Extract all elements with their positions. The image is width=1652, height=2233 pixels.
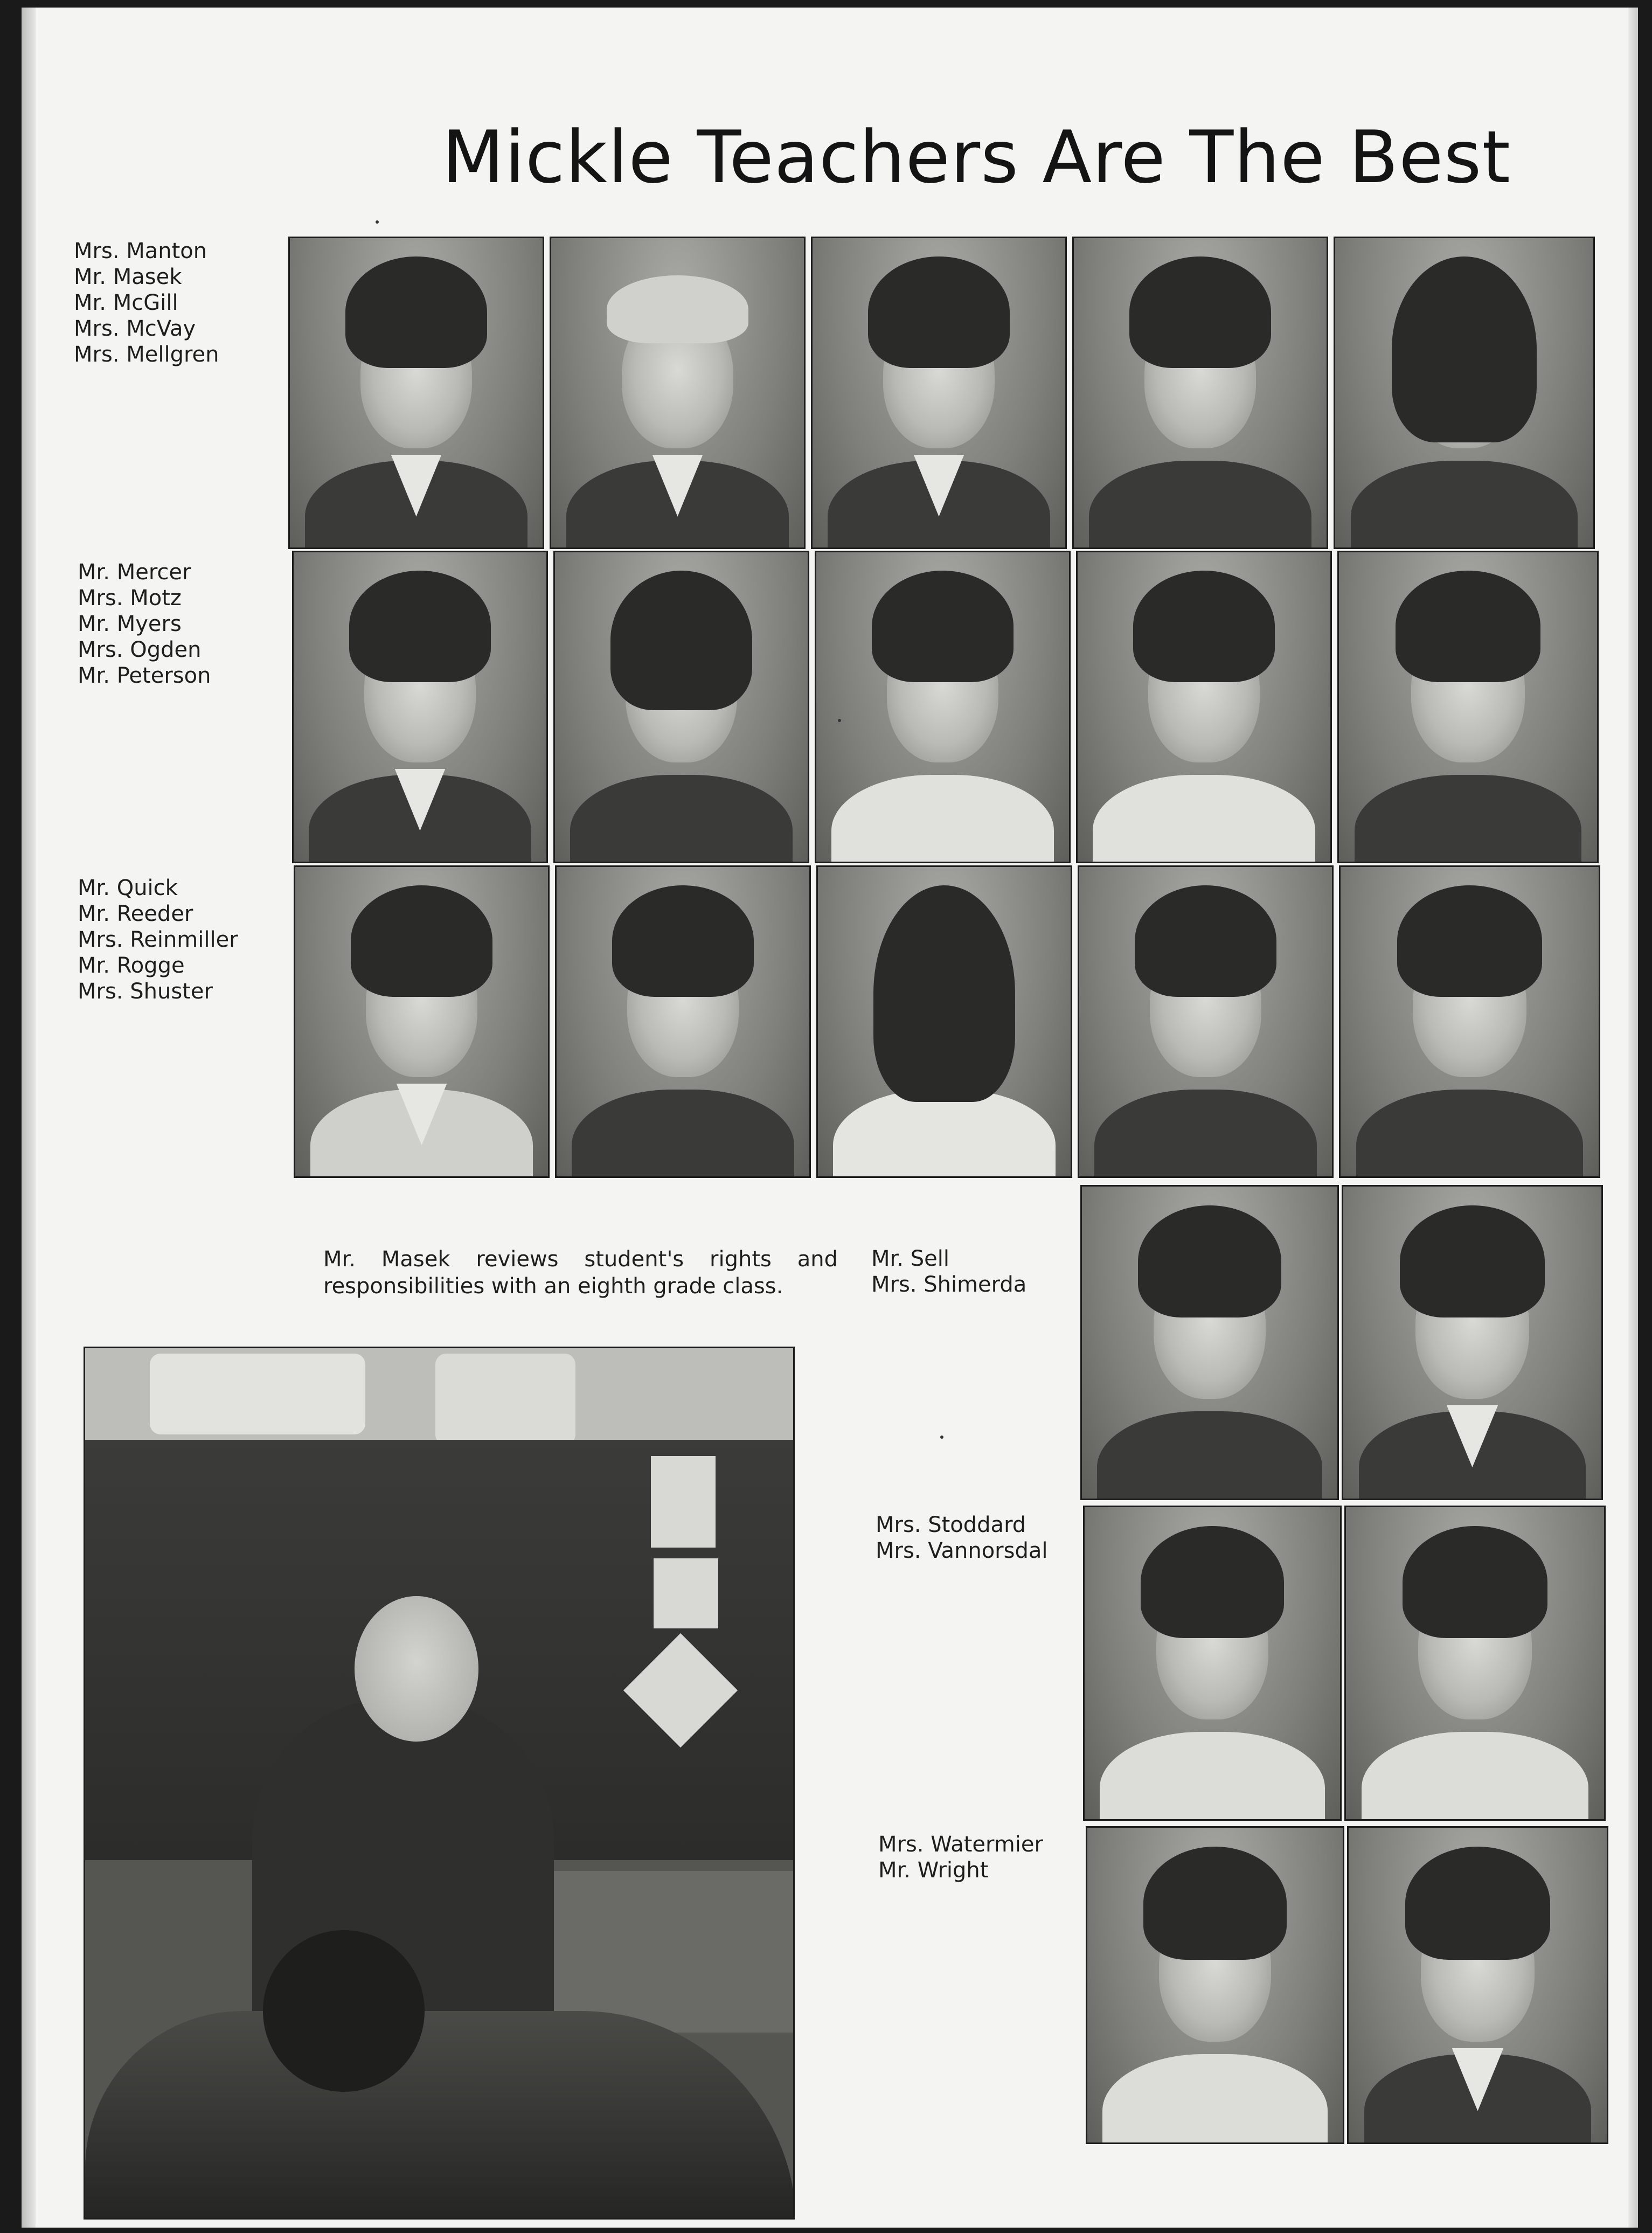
- teacher-portrait: [1080, 1185, 1339, 1500]
- name-list-row-3: [78, 875, 238, 1004]
- teacher-name: Mr. Wright: [878, 1858, 989, 1883]
- teacher-portrait: [555, 865, 811, 1178]
- photo-caption: Mr. Masek reviews student's rights and responsibilities with an eighth grade class.: [323, 1247, 838, 1299]
- name-list-row-2: [78, 559, 211, 689]
- name-list-row-1: [74, 238, 219, 367]
- yearbook-page: [22, 8, 1638, 2228]
- teacher-portrait: [1342, 1185, 1603, 1500]
- teacher-name: Mrs. Stoddard: [876, 1513, 1026, 1537]
- teacher-portrait: [811, 237, 1067, 549]
- teacher-portrait: [1339, 865, 1600, 1178]
- print-speck: [376, 220, 379, 224]
- teacher-portrait: [1076, 551, 1332, 863]
- teacher-portrait: [292, 551, 548, 863]
- name-list-row-6: [878, 1832, 1043, 1883]
- page-spine: [22, 8, 36, 2228]
- teacher-name: Mrs. Shuster: [78, 979, 213, 1004]
- teacher-name: Mr. Rogge: [78, 953, 185, 978]
- teacher-portrait: [1083, 1506, 1342, 1821]
- page-title: Mickle Teachers Are The Best: [442, 115, 1511, 199]
- teacher-portrait: [1347, 1826, 1608, 2144]
- teacher-portrait: [1337, 551, 1599, 863]
- teacher-name: Mrs. Motz: [78, 586, 182, 611]
- teacher-portrait: [815, 551, 1071, 863]
- teacher-name: Mrs. Reinmiller: [78, 927, 238, 952]
- print-speck: [838, 719, 841, 722]
- classroom-photo: [84, 1347, 795, 2220]
- teacher-name: Mrs. Watermier: [878, 1832, 1043, 1857]
- teacher-name: Mr. Sell: [871, 1246, 949, 1271]
- teacher-name: Mrs. McVay: [74, 316, 196, 341]
- teacher-name: Mrs. Manton: [74, 239, 207, 263]
- teacher-portrait: [1086, 1826, 1344, 2144]
- teacher-name: Mr. Peterson: [78, 663, 211, 688]
- print-speck: [940, 1436, 943, 1439]
- teacher-name: Mr. Myers: [78, 612, 182, 636]
- teacher-portrait: [553, 551, 809, 863]
- teacher-portrait: [1334, 237, 1595, 549]
- teacher-name: Mrs. Ogden: [78, 637, 202, 662]
- teacher-name: Mr. Quick: [78, 876, 178, 900]
- teacher-portrait: [288, 237, 544, 549]
- teacher-portrait: [1078, 865, 1334, 1178]
- teacher-portrait: [1344, 1506, 1606, 1821]
- teacher-portrait: [550, 237, 806, 549]
- name-list-row-4: [871, 1246, 1026, 1298]
- teacher-portrait: [1072, 237, 1328, 549]
- teacher-name: Mr. Masek: [74, 265, 182, 289]
- teacher-name: Mrs. Shimerda: [871, 1272, 1027, 1297]
- teacher-portrait: [816, 865, 1072, 1178]
- teacher-name: Mrs. Vannorsdal: [876, 1538, 1048, 1563]
- teacher-name: Mr. Mercer: [78, 560, 191, 585]
- teacher-name: Mr. Reeder: [78, 901, 193, 926]
- page-edge: [1628, 8, 1638, 2228]
- teacher-name: Mrs. Mellgren: [74, 342, 219, 367]
- teacher-portrait: [294, 865, 550, 1178]
- teacher-name: Mr. McGill: [74, 290, 178, 315]
- name-list-row-5: [876, 1512, 1047, 1564]
